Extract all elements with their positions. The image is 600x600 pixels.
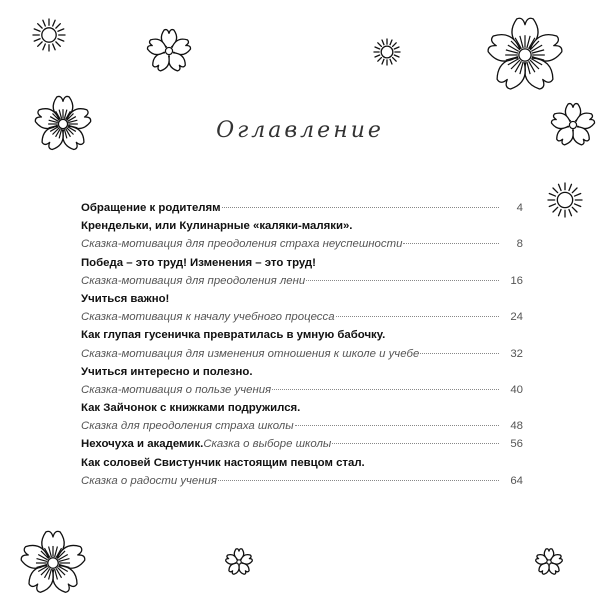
toc-heading: Как соловей Свистунчик настоящим певцом стал. bbox=[81, 456, 365, 469]
toc-row bbox=[81, 454, 523, 472]
sun-icon bbox=[30, 16, 68, 54]
toc-bold-text: Нехочуха и академик. bbox=[81, 438, 204, 451]
toc-row bbox=[81, 254, 523, 272]
toc-heading: Учиться интересно и полезно. bbox=[81, 365, 253, 378]
toc-bold-text: Обращение к родителям bbox=[81, 202, 221, 214]
page-number: 56 bbox=[510, 438, 523, 451]
toc-heading: Как глупая гусеничка превратилась в умную бабочку. bbox=[81, 329, 386, 342]
toc-row bbox=[81, 345, 523, 363]
page-number: 64 bbox=[510, 474, 523, 487]
toc-italic-text: Сказка-мотивация о пользе учения bbox=[81, 383, 272, 396]
dot-leader bbox=[332, 443, 499, 444]
toc-row bbox=[81, 326, 523, 344]
toc-heading: Учиться важно! bbox=[81, 292, 170, 305]
toc-heading: Победа – это труд! Изменения – это труд! bbox=[81, 256, 316, 269]
toc-row bbox=[81, 290, 523, 308]
dot-leader bbox=[295, 425, 499, 426]
page-number: 40 bbox=[510, 383, 523, 396]
toc-italic-text: Сказка-мотивация для преодоления лени bbox=[81, 274, 306, 287]
sun-icon bbox=[545, 180, 585, 220]
toc-italic-text: Сказка о выборе школы bbox=[203, 438, 332, 451]
small-flower-icon bbox=[223, 546, 255, 578]
toc-italic-text: Сказка-мотивация для преодоления страха неуспешности bbox=[81, 238, 403, 251]
toc-italic-text: Сказка о радости учения bbox=[81, 474, 217, 487]
toc-heading: Как Зайчонок с книжками подружился. bbox=[81, 402, 301, 415]
sun-icon bbox=[371, 36, 403, 68]
dot-leader bbox=[403, 243, 499, 244]
toc-italic-text: Сказка для преодоления страха школы bbox=[81, 420, 294, 433]
toc-heading: Крендельки, или Кулинарные «каляки-маляки». bbox=[81, 220, 353, 233]
dot-leader bbox=[218, 480, 499, 481]
toc-italic-text: Сказка-мотивация для изменения отношения к школе и учебе bbox=[81, 347, 420, 360]
dot-leader bbox=[336, 316, 499, 317]
dot-leader bbox=[272, 389, 499, 390]
small-flower-icon bbox=[145, 27, 193, 75]
toc-row bbox=[81, 435, 523, 453]
toc-row bbox=[81, 399, 523, 417]
toc-row bbox=[81, 308, 523, 326]
page-title: Оглавление bbox=[216, 118, 384, 143]
flower-icon bbox=[486, 16, 564, 94]
toc-row bbox=[81, 272, 523, 290]
page-number: 32 bbox=[510, 347, 523, 360]
toc-row bbox=[81, 363, 523, 381]
small-flower-icon bbox=[533, 546, 565, 578]
toc-row bbox=[81, 217, 523, 235]
page-number: 16 bbox=[510, 274, 523, 287]
toc-italic-text: Сказка-мотивация к началу учебного процесса bbox=[81, 311, 335, 324]
dot-leader bbox=[420, 353, 499, 354]
dot-leader bbox=[306, 280, 499, 281]
page-number: 24 bbox=[510, 311, 523, 324]
toc-row bbox=[81, 235, 523, 253]
flower-icon bbox=[19, 529, 87, 597]
page-number: 48 bbox=[510, 420, 523, 433]
dot-leader bbox=[222, 207, 499, 208]
page-number: 4 bbox=[516, 202, 523, 214]
toc-row bbox=[81, 417, 523, 435]
table-of-contents bbox=[81, 199, 523, 490]
toc-row bbox=[81, 381, 523, 399]
toc-row bbox=[81, 199, 523, 217]
toc-row bbox=[81, 472, 523, 490]
page-number: 8 bbox=[516, 238, 523, 251]
